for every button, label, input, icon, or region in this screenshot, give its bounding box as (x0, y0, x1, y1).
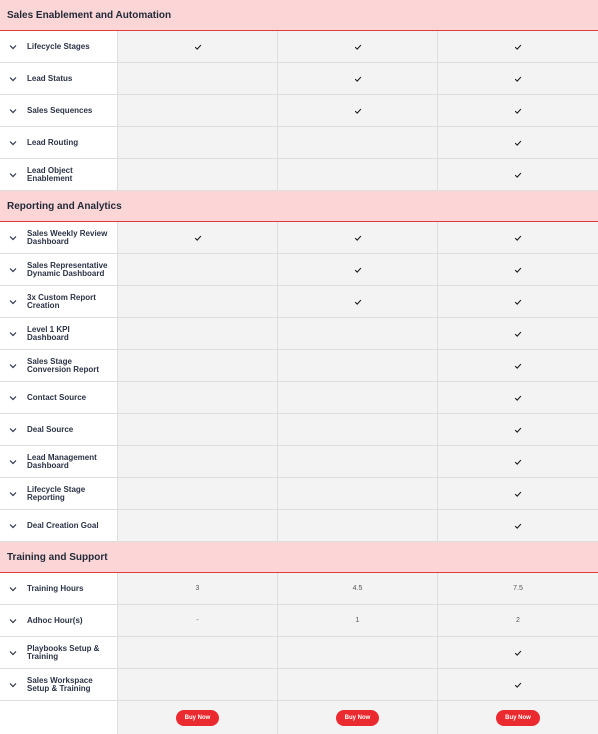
feature-label-line: Dashboard (27, 460, 69, 470)
check-icon (514, 43, 522, 51)
feature-label-line: Contact Source (27, 392, 87, 402)
feature-label (27, 43, 90, 51)
chevron-down-icon[interactable] (8, 74, 18, 84)
feature-label (27, 167, 73, 183)
check-icon (514, 107, 522, 115)
plan-cell-2 (278, 63, 438, 94)
chevron-down-icon[interactable] (8, 297, 18, 307)
check-icon (514, 171, 522, 179)
feature-row (0, 478, 598, 510)
plan-cell-2 (278, 637, 438, 668)
cell-value: - (196, 617, 199, 624)
feature-toggle[interactable] (0, 350, 118, 381)
plan-cell-2 (278, 669, 438, 700)
feature-label-line: Lifecycle Stage (27, 484, 86, 494)
section-header: Training and Support (0, 542, 598, 573)
feature-label-line: Lifecycle Stages (27, 41, 90, 51)
check-icon (354, 107, 362, 115)
feature-row (0, 159, 598, 191)
plan-cell-1 (118, 159, 278, 190)
chevron-down-icon[interactable] (8, 616, 18, 626)
chevron-down-icon[interactable] (8, 329, 18, 339)
plan-cell-1 (118, 95, 278, 126)
feature-label-line: Lead Management (27, 452, 97, 462)
feature-label (27, 645, 99, 661)
plan-cell-3 (438, 446, 598, 477)
check-icon (514, 330, 522, 338)
plan-cell-3 (438, 382, 598, 413)
plan-cell-3 (438, 63, 598, 94)
feature-label-line: Setup & Training (27, 683, 91, 693)
check-icon (354, 298, 362, 306)
feature-label-line: Sales Weekly Review (27, 228, 108, 238)
feature-label-line: Level 1 KPI (27, 324, 70, 334)
check-icon (514, 266, 522, 274)
feature-toggle[interactable] (0, 127, 118, 158)
feature-row (0, 63, 598, 95)
feature-label (27, 677, 93, 693)
check-icon (514, 139, 522, 147)
plan-cell-3 (438, 159, 598, 190)
plan-cell-3 (438, 127, 598, 158)
feature-toggle[interactable] (0, 318, 118, 349)
feature-row (0, 222, 598, 254)
check-icon (514, 426, 522, 434)
plan-cell-3 (438, 637, 598, 668)
feature-label (27, 454, 97, 470)
feature-toggle[interactable] (0, 382, 118, 413)
feature-label-line: Sales Sequences (27, 105, 93, 115)
plan-cell-2 (278, 510, 438, 541)
feature-label-line: Training Hours (27, 583, 84, 593)
plan-cell-2 (278, 446, 438, 477)
plan-cell-1 (118, 510, 278, 541)
plan-cell-3 (438, 701, 598, 734)
cell-value: 4.5 (352, 585, 363, 592)
feature-label (27, 294, 96, 310)
feature-label-line: Sales Stage (27, 356, 72, 366)
chevron-down-icon[interactable] (8, 648, 18, 658)
feature-row (0, 414, 598, 446)
feature-label-line: Deal Creation Goal (27, 520, 99, 530)
check-icon (514, 362, 522, 370)
plan-cell-2 (278, 286, 438, 317)
check-icon (514, 522, 522, 530)
feature-toggle[interactable] (0, 31, 118, 62)
plan-cell-3 (438, 286, 598, 317)
plan-cell-1 (118, 414, 278, 445)
plan-cell-2 (278, 318, 438, 349)
plan-cell-2 (278, 382, 438, 413)
plan-cell-2 (278, 254, 438, 285)
check-icon (514, 458, 522, 466)
buy-row-spacer (0, 701, 118, 734)
feature-toggle[interactable] (0, 637, 118, 668)
chevron-down-icon[interactable] (8, 489, 18, 499)
plan-cell-1 (118, 573, 278, 604)
plan-cell-2 (278, 95, 438, 126)
feature-label (27, 262, 108, 278)
plan-cell-3 (438, 605, 598, 636)
feature-toggle[interactable] (0, 286, 118, 317)
plan-cell-1 (118, 605, 278, 636)
chevron-down-icon[interactable] (8, 233, 18, 243)
feature-label (27, 522, 99, 530)
chevron-down-icon[interactable] (8, 138, 18, 148)
feature-toggle[interactable] (0, 414, 118, 445)
chevron-down-icon[interactable] (8, 265, 18, 275)
feature-label-line: Adhoc Hour(s) (27, 615, 83, 625)
feature-label-line: Enablement (27, 173, 73, 183)
feature-row (0, 95, 598, 127)
check-icon (514, 649, 522, 657)
plan-cell-1 (118, 350, 278, 381)
plan-cell-3 (438, 95, 598, 126)
feature-label (27, 617, 83, 625)
plan-cell-2 (278, 159, 438, 190)
plan-cell-3 (438, 350, 598, 381)
feature-row (0, 127, 598, 159)
plan-cell-1 (118, 222, 278, 253)
plan-cell-1 (118, 286, 278, 317)
plan-cell-3 (438, 478, 598, 509)
feature-label-line: Sales Representative (27, 260, 108, 270)
check-icon (354, 234, 362, 242)
feature-toggle[interactable] (0, 254, 118, 285)
plan-cell-2 (278, 31, 438, 62)
chevron-down-icon[interactable] (8, 393, 18, 403)
feature-row (0, 31, 598, 63)
feature-label (27, 230, 107, 246)
feature-toggle[interactable] (0, 510, 118, 541)
plan-cell-1 (118, 446, 278, 477)
feature-toggle[interactable] (0, 478, 118, 509)
feature-row (0, 382, 598, 414)
feature-label-line: Sales Workspace (27, 675, 93, 685)
plan-cell-3 (438, 414, 598, 445)
feature-label (27, 585, 83, 593)
plan-cell-2 (278, 414, 438, 445)
plan-cell-2 (278, 605, 438, 636)
plan-cell-2 (278, 701, 438, 734)
chevron-down-icon[interactable] (8, 521, 18, 531)
feature-label-line: Lead Status (27, 73, 73, 83)
feature-label-line: Creation (27, 300, 60, 310)
chevron-down-icon[interactable] (8, 457, 18, 467)
section-header: Sales Enablement and Automation (0, 0, 598, 31)
check-icon (514, 75, 522, 83)
buy-now-button[interactable]: Buy Now (176, 710, 220, 726)
plan-cell-1 (118, 254, 278, 285)
plan-cell-2 (278, 127, 438, 158)
plan-cell-3 (438, 510, 598, 541)
feature-label-line: Conversion Report (27, 364, 100, 374)
feature-label-line: Reporting (27, 492, 65, 502)
plan-cell-2 (278, 478, 438, 509)
feature-row (0, 350, 598, 382)
check-icon (514, 394, 522, 402)
feature-label (27, 75, 72, 83)
check-icon (354, 266, 362, 274)
feature-toggle[interactable] (0, 446, 118, 477)
plan-cell-1 (118, 478, 278, 509)
feature-label-line: Dashboard (27, 332, 69, 342)
plan-cell-3 (438, 318, 598, 349)
feature-label (27, 426, 73, 434)
plan-cell-1 (118, 318, 278, 349)
feature-toggle[interactable] (0, 669, 118, 700)
check-icon (194, 234, 202, 242)
plan-cell-3 (438, 254, 598, 285)
feature-toggle[interactable] (0, 222, 118, 253)
feature-label (27, 139, 78, 147)
check-icon (514, 298, 522, 306)
plan-cell-3 (438, 222, 598, 253)
feature-label-line: Playbooks Setup & (27, 643, 100, 653)
buy-now-button[interactable]: Buy Now (336, 710, 380, 726)
cell-value: 7.5 (513, 585, 523, 592)
feature-label-line: 3x Custom Report (27, 292, 96, 302)
check-icon (514, 234, 522, 242)
plan-cell-3 (438, 669, 598, 700)
feature-label (27, 107, 92, 115)
feature-label-line: Lead Routing (27, 137, 79, 147)
plan-cell-1 (118, 382, 278, 413)
feature-label (27, 394, 86, 402)
plan-cell-2 (278, 350, 438, 381)
feature-toggle[interactable] (0, 159, 118, 190)
chevron-down-icon[interactable] (8, 106, 18, 116)
feature-row (0, 669, 598, 701)
plan-cell-2 (278, 573, 438, 604)
chevron-down-icon[interactable] (8, 425, 18, 435)
chevron-down-icon[interactable] (8, 680, 18, 690)
chevron-down-icon[interactable] (8, 584, 18, 594)
check-icon (194, 43, 202, 51)
feature-toggle[interactable] (0, 95, 118, 126)
feature-toggle[interactable] (0, 605, 118, 636)
cell-value: 2 (516, 617, 520, 624)
chevron-down-icon[interactable] (8, 361, 18, 371)
feature-label (27, 358, 99, 374)
buy-row (0, 701, 598, 734)
feature-label (27, 326, 70, 342)
plan-cell-1 (118, 31, 278, 62)
check-icon (354, 75, 362, 83)
plan-cell-1 (118, 669, 278, 700)
plan-cell-3 (438, 573, 598, 604)
feature-label (27, 486, 85, 502)
feature-row (0, 637, 598, 669)
feature-row (0, 573, 598, 605)
plan-cell-2 (278, 222, 438, 253)
check-icon (514, 681, 522, 689)
plan-cell-1 (118, 637, 278, 668)
feature-row (0, 446, 598, 478)
feature-row (0, 318, 598, 350)
feature-toggle[interactable] (0, 573, 118, 604)
feature-row (0, 605, 598, 637)
check-icon (354, 43, 362, 51)
feature-row (0, 254, 598, 286)
plan-cell-1 (118, 127, 278, 158)
feature-label-line: Lead Object (27, 165, 73, 175)
check-icon (514, 490, 522, 498)
cell-value: 1 (355, 617, 360, 624)
feature-toggle[interactable] (0, 63, 118, 94)
feature-label-line: Dynamic Dashboard (27, 268, 105, 278)
cell-value: 3 (195, 585, 200, 592)
plan-cell-1 (118, 63, 278, 94)
buy-now-button[interactable]: Buy Now (496, 710, 540, 726)
plan-cell-1 (118, 701, 278, 734)
feature-label-line: Dashboard (27, 236, 69, 246)
plan-cell-3 (438, 31, 598, 62)
feature-label-line: Training (27, 651, 59, 661)
feature-label-line: Deal Source (27, 424, 74, 434)
section-header: Reporting and Analytics (0, 191, 598, 222)
feature-row (0, 286, 598, 318)
feature-row (0, 510, 598, 542)
chevron-down-icon[interactable] (8, 42, 18, 52)
chevron-down-icon[interactable] (8, 170, 18, 180)
